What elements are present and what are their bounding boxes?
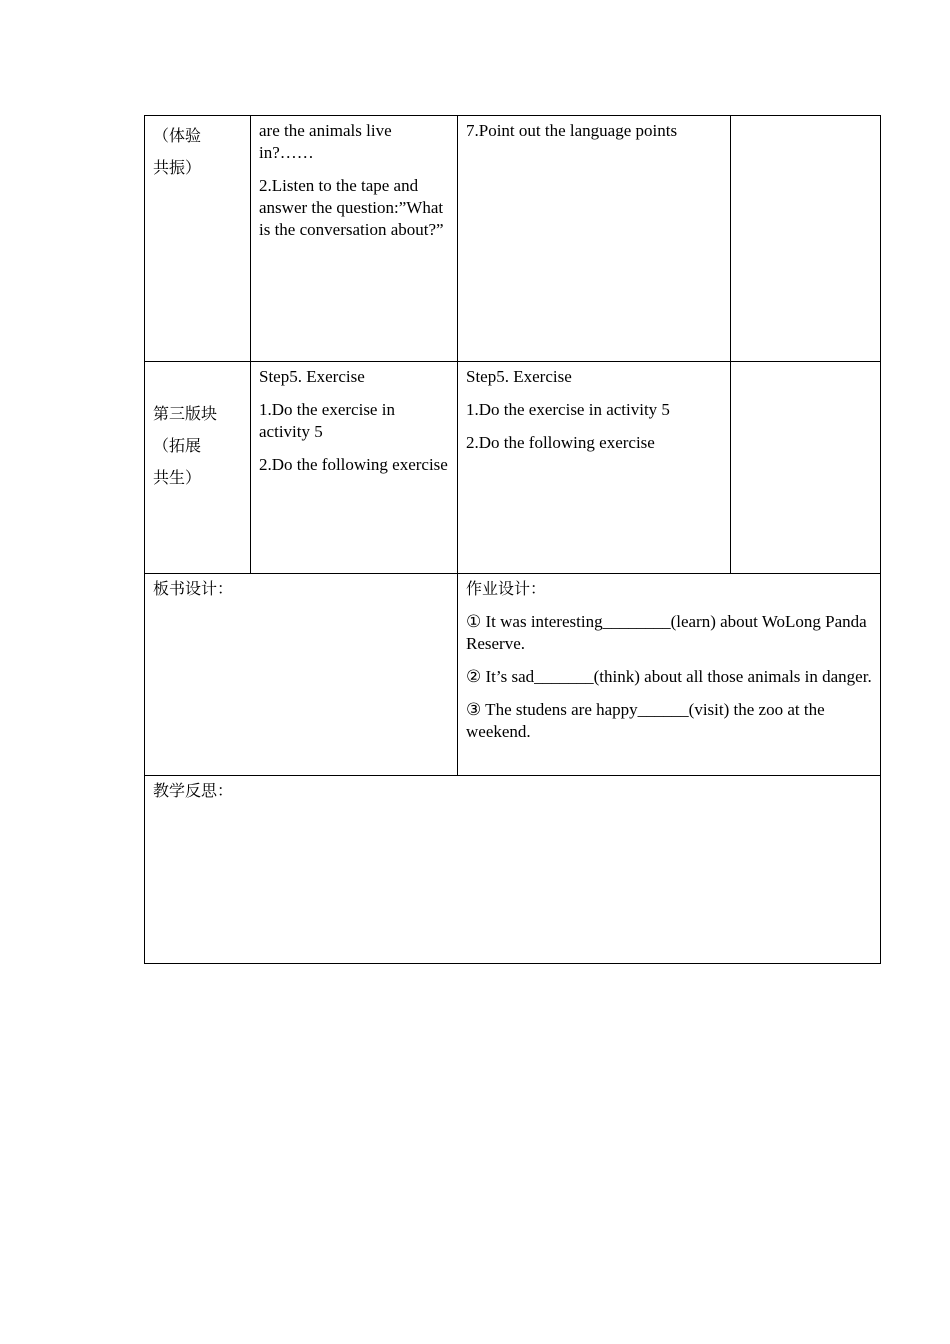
homework-item: ③ The studens are happy______(visit) the zoo at the weekend. [466, 700, 825, 741]
teacher-activity-cell [458, 116, 731, 362]
stage-label-line: （体验 [153, 126, 202, 145]
notes-cell [731, 116, 881, 362]
stage-label-line: 共振） [153, 158, 202, 177]
activity-text: 1.Do the exercise in activity 5 [259, 400, 395, 441]
activity-text: 2.Do the following exercise [259, 455, 448, 474]
board-design-cell [145, 574, 458, 776]
activity-text: Step5. Exercise [466, 367, 572, 386]
table-row [145, 574, 881, 776]
reflection-label: 教学反思： [153, 781, 234, 800]
student-activity-cell [251, 116, 458, 362]
reflection-cell [145, 776, 881, 964]
activity-text: are the animals live in?…… [259, 121, 392, 162]
stage-cell [145, 116, 251, 362]
table-row [145, 776, 881, 964]
activity-text: 1.Do the exercise in activity 5 [466, 400, 670, 419]
stage-label-line: 第三版块 [153, 404, 218, 423]
homework-item: ① It was interesting________(learn) about WoLong Panda Reserve. [466, 612, 867, 653]
teacher-activity-cell [458, 362, 731, 574]
activity-text: 7.Point out the language points [466, 121, 678, 140]
lesson-plan-table [144, 115, 881, 964]
stage-label-line: 共生） [153, 468, 202, 487]
activity-text: Step5. Exercise [259, 367, 365, 386]
stage-cell [145, 362, 251, 574]
notes-cell [731, 362, 881, 574]
board-design-label: 板书设计： [153, 579, 234, 598]
homework-label: 作业设计： [466, 579, 547, 598]
table-row [145, 116, 881, 362]
student-activity-cell [251, 362, 458, 574]
homework-cell [458, 574, 881, 776]
stage-label-line: （拓展 [153, 436, 202, 455]
table-row [145, 362, 881, 574]
homework-item: ② It’s sad_______(think) about all those animals in danger. [466, 667, 872, 686]
activity-text: 2.Listen to the tape and answer the question:”What is the conversation about?” [259, 176, 444, 239]
activity-text: 2.Do the following exercise [466, 433, 655, 452]
